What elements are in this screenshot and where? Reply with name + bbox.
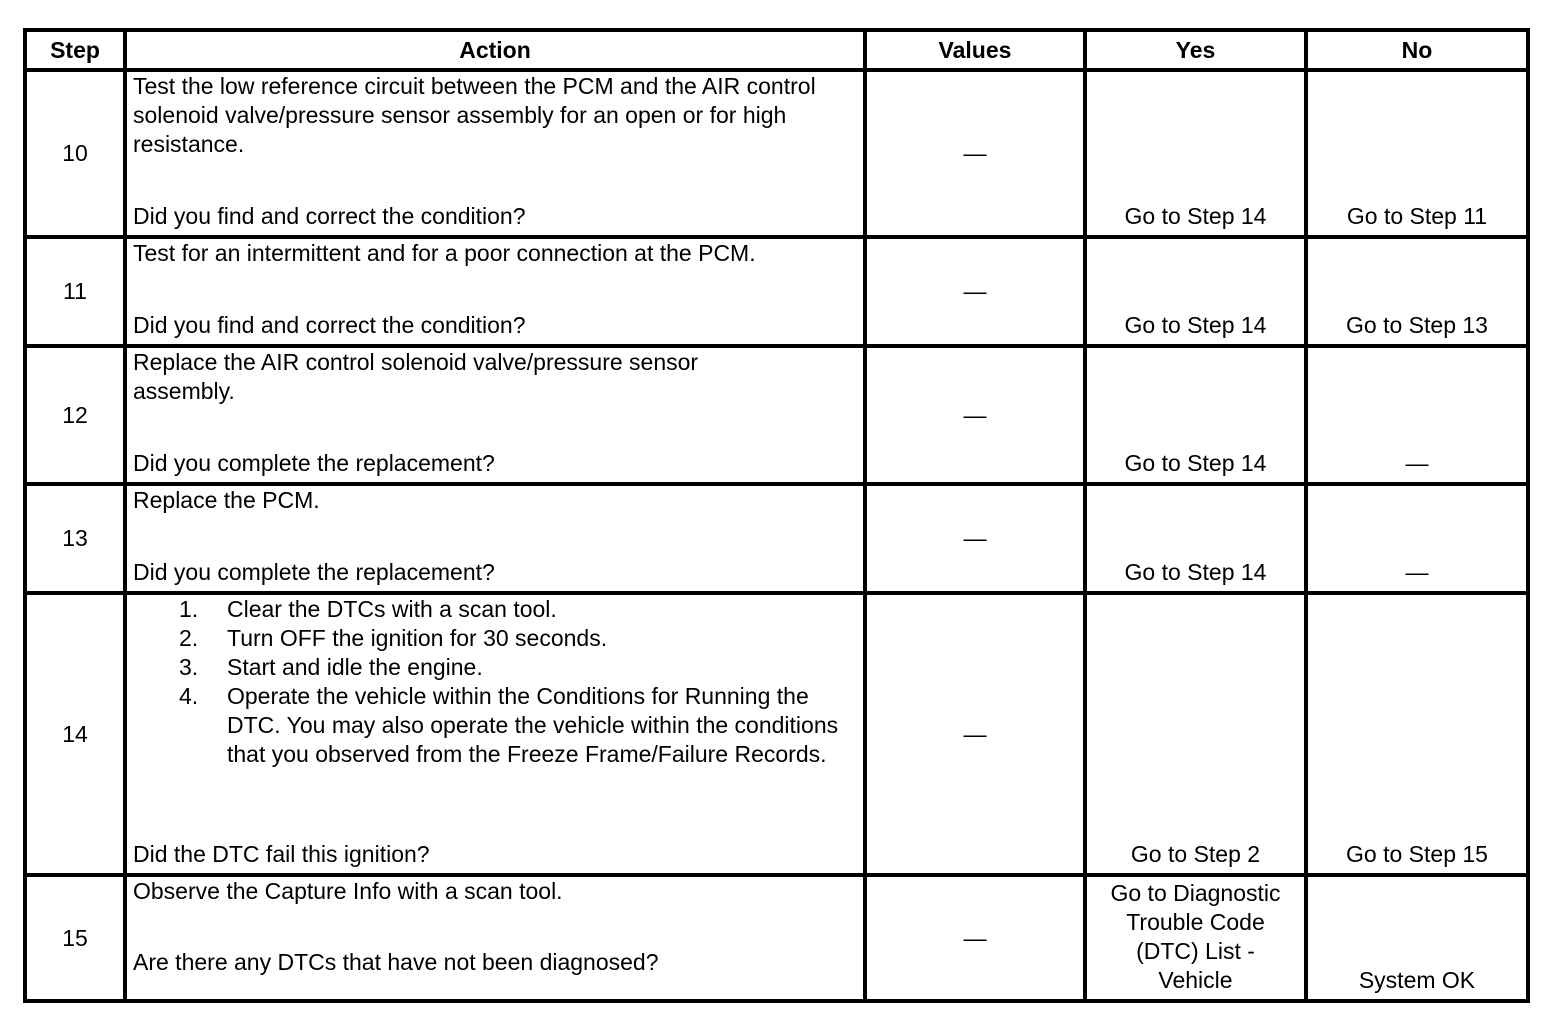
- yes-text: Go to Step 14: [1124, 312, 1267, 338]
- action-text: Observe the Capture Info with a scan tool.: [133, 878, 563, 904]
- yes-cell: [1085, 593, 1306, 875]
- yes-cell: [1085, 237, 1306, 346]
- no-text: Go to Step 13: [1346, 312, 1488, 338]
- step-number: 15: [25, 875, 125, 1001]
- values-cell: —: [865, 237, 1085, 346]
- yes-text: Go to Step 14: [1124, 203, 1267, 229]
- no-text: —: [1405, 450, 1429, 476]
- list-item-text: Operate the vehicle within the Conditions for Running the DTC. You may also operate the vehicle within the conditions that you observed from the Freeze Frame/Failure Records.: [227, 683, 839, 767]
- list-item: [127, 624, 863, 653]
- action-question: Did you complete the replacement?: [133, 450, 495, 476]
- action-text: Test for an intermittent and for a poor connection at the PCM.: [133, 240, 756, 266]
- list-item-number: 4.: [179, 683, 199, 709]
- numbered-steps-list: [127, 595, 863, 769]
- list-item: [127, 653, 863, 682]
- values-cell: —: [865, 346, 1085, 484]
- yes-cell: [1085, 875, 1306, 1001]
- values-cell: —: [865, 875, 1085, 1001]
- action-question: Did you find and correct the condition?: [133, 312, 526, 338]
- header-no: No: [1306, 30, 1528, 70]
- action-cell: [125, 593, 865, 875]
- header-row: [25, 30, 1528, 70]
- action-cell: [125, 70, 865, 237]
- no-text: Go to Step 11: [1346, 203, 1488, 229]
- no-cell: [1306, 875, 1528, 1001]
- step-number: 12: [25, 346, 125, 484]
- list-item: [127, 595, 863, 624]
- yes-text: Go to Step 14: [1124, 450, 1267, 476]
- header-values: Values: [865, 30, 1085, 70]
- yes-link[interactable]: Go to Diagnostic Trouble Code (DTC) List - Vehicle: [1110, 880, 1281, 993]
- action-question: Did you find and correct the condition?: [133, 203, 526, 229]
- header-yes: Yes: [1085, 30, 1306, 70]
- values-cell: —: [865, 70, 1085, 237]
- yes-cell: [1085, 346, 1306, 484]
- action-text: Replace the AIR control solenoid valve/pressure sensor assembly.: [133, 349, 699, 404]
- step-number: 14: [25, 593, 125, 875]
- list-item: [127, 682, 863, 769]
- yes-cell: [1085, 484, 1306, 593]
- diagnostic-table: [23, 28, 1530, 1003]
- no-cell: [1306, 237, 1528, 346]
- action-cell: [125, 346, 865, 484]
- header-action: Action: [125, 30, 865, 70]
- step-number: 13: [25, 484, 125, 593]
- no-cell: [1306, 70, 1528, 237]
- list-item-text: Start and idle the engine.: [227, 654, 483, 680]
- list-item-number: 2.: [179, 625, 199, 651]
- yes-text: Go to Step 2: [1130, 841, 1261, 867]
- step-number: 10: [25, 70, 125, 237]
- table-row-step-13: [25, 484, 1528, 593]
- yes-text: Go to Step 14: [1124, 559, 1267, 585]
- no-cell: [1306, 346, 1528, 484]
- yes-cell: [1085, 70, 1306, 237]
- action-text: Replace the PCM.: [133, 487, 320, 513]
- table-row-step-14: [25, 593, 1528, 875]
- list-item-number: 3.: [179, 654, 199, 680]
- values-cell: —: [865, 593, 1085, 875]
- no-cell: [1306, 593, 1528, 875]
- no-text: Go to Step 15: [1346, 841, 1488, 867]
- action-question: Are there any DTCs that have not been diagnosed?: [133, 949, 659, 975]
- list-item-text: Turn OFF the ignition for 30 seconds.: [227, 625, 608, 651]
- action-cell: [125, 237, 865, 346]
- no-text: System OK: [1358, 967, 1476, 993]
- action-question: Did you complete the replacement?: [133, 559, 495, 585]
- table-row-step-15: [25, 875, 1528, 1001]
- action-question: Did the DTC fail this ignition?: [133, 841, 430, 867]
- table-row-step-12: [25, 346, 1528, 484]
- header-step: Step: [25, 30, 125, 70]
- step-number: 11: [25, 237, 125, 346]
- action-cell: [125, 484, 865, 593]
- no-text: —: [1405, 559, 1429, 585]
- list-item-number: 1.: [179, 596, 199, 622]
- list-item-text: Clear the DTCs with a scan tool.: [227, 596, 557, 622]
- table-row-step-10: [25, 70, 1528, 237]
- action-cell: [125, 875, 865, 1001]
- table-row-step-11: [25, 237, 1528, 346]
- values-cell: —: [865, 484, 1085, 593]
- no-cell: [1306, 484, 1528, 593]
- action-text: Test the low reference circuit between the PCM and the AIR control solenoid valve/pressure sensor assembly for an open or for high resistance.: [133, 73, 816, 157]
